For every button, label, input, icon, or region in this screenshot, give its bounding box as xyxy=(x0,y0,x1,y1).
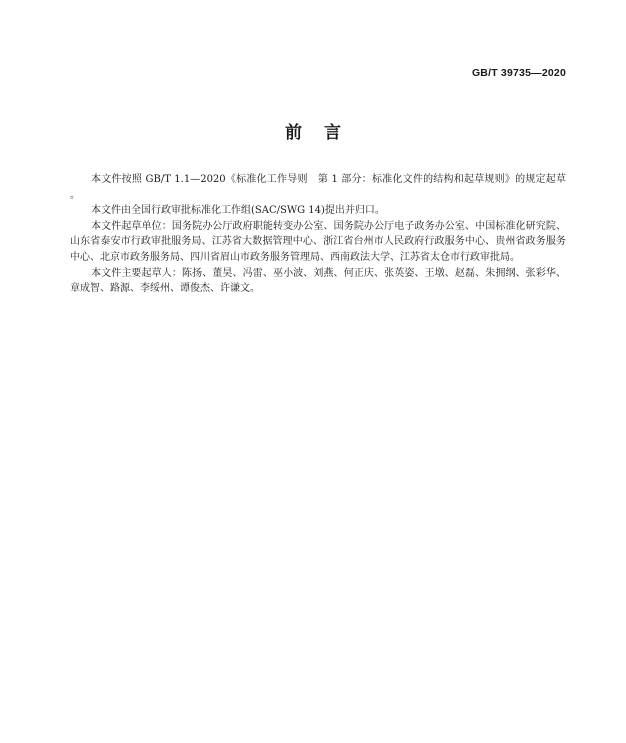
paragraph-drafting-rules: 本文件按照 GB/T 1.1—2020《标准化工作导则 第 1 部分：标准化文件的结构和起草规则》的规定起草。 xyxy=(70,174,566,201)
page-title: 前言 xyxy=(285,123,363,143)
paragraph-drafting-units: 本文件起草单位：国务院办公厅政府职能转变办公室、国务院办公厅电子政务办公室、中国标准化研究院、山东省泰安市行政审批服务局、江苏省大数据管理中心、浙江省台州市人民政府行政服务中心、贵州省政务服务中心、北京市政务服务局、四川省眉山市政务服务管理局、西南政法大学、江苏省太仓市行政审批局。 xyxy=(70,220,566,263)
paragraph-proposer: 本文件由全国行政审批标准化工作组(SAC/SWG 14)提出并归口。 xyxy=(91,205,385,217)
document-body xyxy=(70,172,566,297)
standard-number: GB/T 39735—2020 xyxy=(471,67,566,79)
paragraph-drafters: 本文件主要起草人：陈扬、董昊、冯雷、巫小波、刘燕、何正庆、张英姿、王墩、赵磊、朱拥纲、张彩华、章成智、路源、李绥州、谭俊杰、许谦文。 xyxy=(70,267,566,295)
